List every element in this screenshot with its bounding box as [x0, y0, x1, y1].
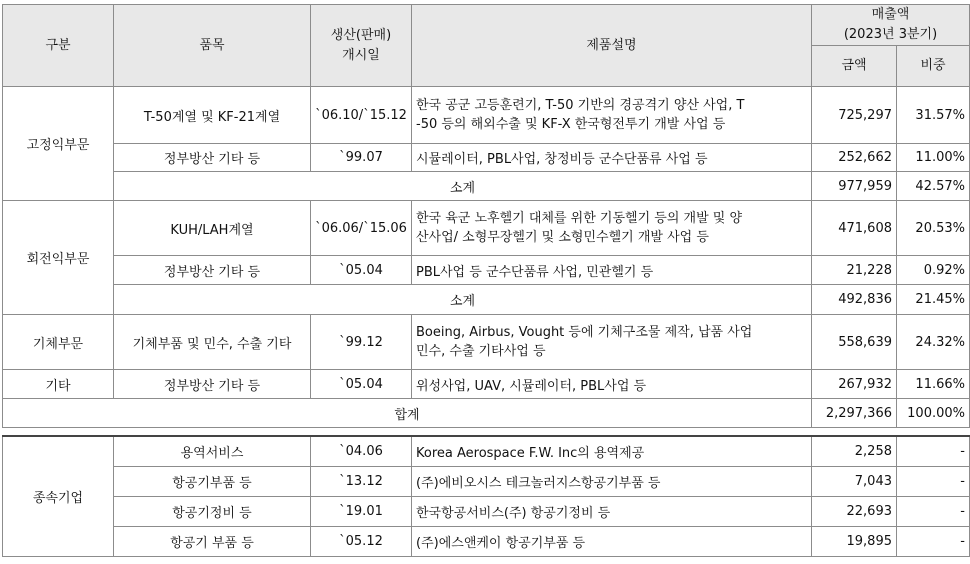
description-cell: Korea Aerospace F.W. Inc의 용역제공	[412, 436, 812, 466]
sales-table	[2, 4, 970, 428]
header-sales	[812, 5, 970, 46]
share-cell: -	[897, 466, 970, 496]
share-cell: 20.53%	[897, 201, 970, 256]
date-cell: `99.07	[311, 144, 412, 172]
description-cell	[412, 315, 812, 370]
header-product: 품목	[114, 5, 311, 87]
amount-cell: 267,932	[812, 370, 897, 399]
table-row	[3, 370, 970, 399]
table-row	[3, 315, 970, 370]
product-cell: 정부방산 기타 등	[114, 256, 311, 285]
subtotal-share: 42.57%	[897, 172, 970, 201]
share-cell: 24.32%	[897, 315, 970, 370]
division-cell: 종속기업	[3, 436, 114, 556]
amount-cell: 22,693	[812, 496, 897, 526]
product-cell: 항공기정비 등	[114, 496, 311, 526]
division-cell: 회전익부문	[3, 201, 114, 315]
description-cell	[412, 201, 812, 256]
product-cell: KUH/LAH계열	[114, 201, 311, 256]
share-cell: 31.57%	[897, 87, 970, 144]
header-launch-line2: 개시일	[342, 47, 380, 63]
header-row	[3, 5, 970, 46]
description-line: 한국 육군 노후헬기 대체를 위한 기동헬기 등의 개발 및 양	[416, 211, 743, 226]
table-row	[3, 436, 970, 466]
subtotal-row	[3, 285, 970, 315]
product-cell: T-50계열 및 KF-21계열	[114, 87, 311, 144]
subtotal-label: 소계	[114, 285, 812, 315]
header-sales-line2: (2023년 3분기)	[843, 27, 938, 42]
share-cell: -	[897, 526, 970, 556]
description-cell: 위성사업, UAV, 시뮬레이터, PBL사업 등	[412, 370, 812, 399]
division-cell: 고정익부문	[3, 87, 114, 201]
product-cell: 정부방산 기타 등	[114, 144, 311, 172]
product-cell: 기체부품 및 민수, 수출 기타	[114, 315, 311, 370]
description-cell: PBL사업 등 군수단품류 사업, 민관헬기 등	[412, 256, 812, 285]
date-cell: `99.12	[311, 315, 412, 370]
description-line: 민수, 수출 기타사업 등	[416, 344, 546, 359]
amount-cell: 725,297	[812, 87, 897, 144]
subtotal-row	[3, 172, 970, 201]
product-cell: 용역서비스	[114, 436, 311, 466]
description-cell: 한국항공서비스(주) 항공기정비 등	[412, 496, 812, 526]
date-cell: `04.06	[311, 436, 412, 466]
amount-cell: 21,228	[812, 256, 897, 285]
subsidiaries-table	[2, 435, 970, 557]
date-cell: `05.04	[311, 370, 412, 399]
amount-cell: 252,662	[812, 144, 897, 172]
description-cell: (주)에비오시스 테크놀러지스항공기부품 등	[412, 466, 812, 496]
amount-cell: 471,608	[812, 201, 897, 256]
date-cell: `05.04	[311, 256, 412, 285]
share-cell: -	[897, 496, 970, 526]
table-row	[3, 256, 970, 285]
table-row	[3, 496, 970, 526]
amount-cell: 558,639	[812, 315, 897, 370]
table-row	[3, 144, 970, 172]
header-launch-line1: 생산(판매)	[330, 27, 392, 43]
header-launch-date	[311, 5, 412, 87]
date-cell: `06.10/`15.12	[311, 87, 412, 144]
amount-cell: 2,258	[812, 436, 897, 466]
header-share: 비중	[897, 46, 970, 87]
subtotal-amount: 492,836	[812, 285, 897, 315]
table-row	[3, 466, 970, 496]
product-cell: 항공기부품 등	[114, 466, 311, 496]
date-cell: `05.12	[311, 526, 412, 556]
division-cell: 기체부문	[3, 315, 114, 370]
table-row	[3, 201, 970, 256]
product-cell: 정부방산 기타 등	[114, 370, 311, 399]
description-line: 산사업/ 소형무장헬기 및 소형민수헬기 개발 사업 등	[416, 230, 709, 245]
subtotal-label: 소계	[114, 172, 812, 201]
total-row	[3, 399, 970, 428]
date-cell: `06.06/`15.06	[311, 201, 412, 256]
description-line: -50 등의 해외수출 및 KF-X 한국형전투기 개발 사업 등	[416, 117, 726, 132]
share-cell: -	[897, 436, 970, 466]
description-cell: 시뮬레이터, PBL사업, 창정비등 군수단품류 사업 등	[412, 144, 812, 172]
share-cell: 11.00%	[897, 144, 970, 172]
date-cell: `13.12	[311, 466, 412, 496]
division-cell: 기타	[3, 370, 114, 399]
table-row	[3, 87, 970, 144]
description-cell: (주)에스앤케이 항공기부품 등	[412, 526, 812, 556]
table-row	[3, 526, 970, 556]
description-cell	[412, 87, 812, 144]
header-division: 구분	[3, 5, 114, 87]
share-cell: 0.92%	[897, 256, 970, 285]
product-cell: 항공기 부품 등	[114, 526, 311, 556]
description-line: Boeing, Airbus, Vought 등에 기체구조물 제작, 납품 사업	[416, 325, 753, 340]
total-share: 100.00%	[897, 399, 970, 428]
amount-cell: 7,043	[812, 466, 897, 496]
share-cell: 11.66%	[897, 370, 970, 399]
date-cell: `19.01	[311, 496, 412, 526]
header-amount: 금액	[812, 46, 897, 87]
header-description: 제품설명	[412, 5, 812, 87]
header-sales-line1: 매출액	[871, 7, 910, 22]
subtotal-amount: 977,959	[812, 172, 897, 201]
total-amount: 2,297,366	[812, 399, 897, 428]
subtotal-share: 21.45%	[897, 285, 970, 315]
description-line: 한국 공군 고등훈련기, T-50 기반의 경공격기 양산 사업, T	[416, 98, 745, 113]
total-label: 합계	[3, 399, 812, 428]
amount-cell: 19,895	[812, 526, 897, 556]
